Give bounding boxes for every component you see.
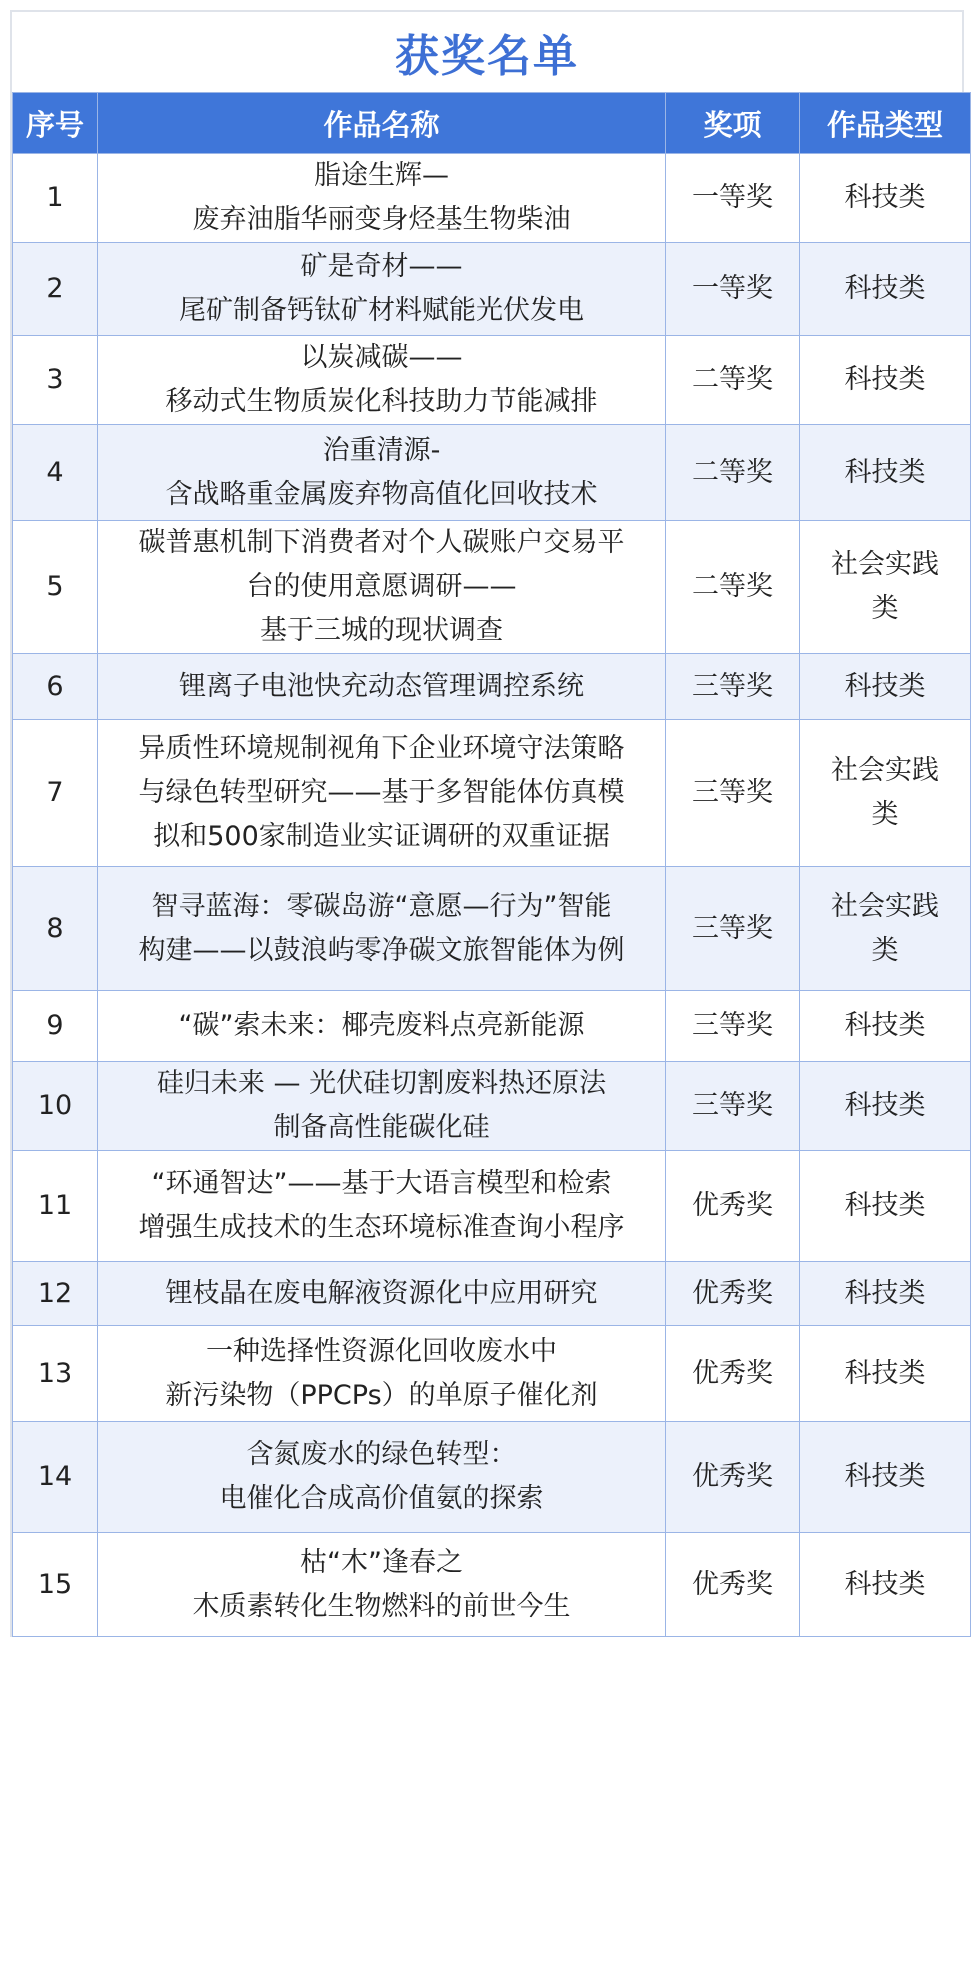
- work-name-line: 新污染物（PPCPs）的单原子催化剂: [165, 1379, 598, 1411]
- work-type-line: 科技类: [844, 456, 926, 488]
- work-name: [98, 654, 666, 720]
- work-name-line: 矿是奇材——: [300, 251, 463, 282]
- work-name-line: 废弃油脂华丽变身烃基生物柴油: [192, 204, 571, 235]
- work-name-line: 增强生成技术的生态环境标准查询小程序: [138, 1212, 625, 1243]
- work-name-line: 智寻蓝海：零碳岛游“意愿—行为”智能: [151, 890, 612, 922]
- work-name: [98, 720, 666, 867]
- work-name: [98, 1533, 666, 1637]
- work-name-line: 一种选择性资源化回收废水中: [206, 1335, 557, 1367]
- award-level: 三等奖: [666, 991, 800, 1062]
- award-list-frame: [10, 10, 964, 1637]
- work-name-line: 含战略重金属废弃物高值化回收技术: [165, 478, 598, 510]
- row-number: 6: [13, 654, 98, 720]
- award-level: 优秀奖: [666, 1262, 800, 1326]
- work-type: [800, 1062, 971, 1151]
- work-name-line: 制备高性能碳化硅: [273, 1112, 490, 1143]
- work-name-line: 异质性环境规制视角下企业环境守法策略: [138, 733, 625, 764]
- row-number: 10: [13, 1062, 98, 1151]
- work-type: [800, 1262, 971, 1326]
- work-name-line: 脂途生辉—: [314, 160, 449, 191]
- table-header-row: [13, 93, 971, 154]
- work-name: [98, 154, 666, 243]
- table-row: [13, 243, 971, 336]
- row-number: 3: [13, 336, 98, 425]
- work-name: [98, 991, 666, 1062]
- award-level: 优秀奖: [666, 1326, 800, 1422]
- table-row: [13, 1062, 971, 1151]
- table-row: [13, 991, 971, 1062]
- work-type: [800, 654, 971, 720]
- table-row: [13, 154, 971, 243]
- work-name-line: 锂离子电池快充动态管理调控系统: [179, 670, 584, 702]
- table-row: [13, 720, 971, 867]
- work-name-line: “碳”索未来：椰壳废料点亮新能源: [178, 1010, 585, 1041]
- award-level: 三等奖: [666, 720, 800, 867]
- page-title: 获奖名单: [395, 31, 579, 82]
- row-number: 14: [13, 1422, 98, 1533]
- work-type-line: 类: [871, 934, 899, 966]
- work-name-line: 拟和500家制造业实证调研的双重证据: [153, 821, 610, 852]
- table-row: [13, 654, 971, 720]
- work-name: [98, 1326, 666, 1422]
- header-name: 作品名称: [98, 93, 666, 154]
- work-type-line: 科技类: [844, 1568, 926, 1600]
- work-name-line: 枯“木”逢春之: [300, 1546, 463, 1578]
- work-type-line: 科技类: [844, 1357, 926, 1389]
- award-level: 二等奖: [666, 521, 800, 654]
- work-type-line: 类: [871, 799, 899, 830]
- work-name: [98, 1262, 666, 1326]
- row-number: 4: [13, 425, 98, 521]
- work-type-line: 科技类: [844, 182, 926, 213]
- award-level: 三等奖: [666, 654, 800, 720]
- work-type: [800, 720, 971, 867]
- row-number: 5: [13, 521, 98, 654]
- work-type: [800, 425, 971, 521]
- work-type: [800, 336, 971, 425]
- work-name: [98, 521, 666, 654]
- work-type: [800, 991, 971, 1062]
- work-name-line: 尾矿制备钙钛矿材料赋能光伏发电: [179, 295, 584, 326]
- work-name-line: “环通智达”——基于大语言模型和检索: [151, 1168, 612, 1199]
- work-type: [800, 1326, 971, 1422]
- work-type: [800, 243, 971, 336]
- work-name: [98, 243, 666, 336]
- table-row: [13, 336, 971, 425]
- table-row: [13, 1262, 971, 1326]
- work-name-line: 移动式生物质炭化科技助力节能减排: [165, 386, 598, 417]
- work-name: [98, 1062, 666, 1151]
- work-type-line: 科技类: [844, 1277, 926, 1309]
- table-row: [13, 521, 971, 654]
- work-type-line: 科技类: [844, 1010, 926, 1041]
- work-name-line: 与绿色转型研究——基于多智能体仿真模: [138, 777, 625, 808]
- table-row: [13, 1422, 971, 1533]
- table-row: [13, 867, 971, 991]
- award-level: 一等奖: [666, 154, 800, 243]
- award-level: 二等奖: [666, 425, 800, 521]
- work-type-line: 科技类: [844, 1090, 926, 1121]
- work-name-line: 电催化合成高价值氨的探索: [219, 1483, 544, 1514]
- table-row: [13, 1151, 971, 1262]
- table-row: [13, 1533, 971, 1637]
- award-level: 优秀奖: [666, 1533, 800, 1637]
- work-type-line: 社会实践: [831, 890, 939, 922]
- award-level: 优秀奖: [666, 1151, 800, 1262]
- work-name-line: 硅归未来 — 光伏硅切割废料热还原法: [156, 1068, 607, 1099]
- award-table: [12, 92, 971, 1637]
- work-name: [98, 867, 666, 991]
- work-type-line: 科技类: [844, 670, 926, 702]
- row-number: 12: [13, 1262, 98, 1326]
- row-number: 9: [13, 991, 98, 1062]
- row-number: 1: [13, 154, 98, 243]
- row-number: 2: [13, 243, 98, 336]
- work-name: [98, 1422, 666, 1533]
- work-type: [800, 1422, 971, 1533]
- work-name-line: 构建——以鼓浪屿零净碳文旅智能体为例: [138, 934, 625, 966]
- row-number: 15: [13, 1533, 98, 1637]
- row-number: 8: [13, 867, 98, 991]
- award-level: 三等奖: [666, 1062, 800, 1151]
- work-type: [800, 154, 971, 243]
- work-name-line: 基于三城的现状调查: [260, 615, 503, 646]
- work-name-line: 含氮废水的绿色转型：: [246, 1439, 517, 1470]
- award-level: 优秀奖: [666, 1422, 800, 1533]
- work-name-line: 木质素转化生物燃料的前世今生: [192, 1590, 571, 1622]
- award-level: 一等奖: [666, 243, 800, 336]
- header-award: 奖项: [666, 93, 800, 154]
- row-number: 13: [13, 1326, 98, 1422]
- table-row: [13, 425, 971, 521]
- work-type-line: 科技类: [844, 364, 926, 395]
- work-type-line: 社会实践: [831, 755, 939, 786]
- work-name-line: 锂枝晶在废电解液资源化中应用研究: [165, 1277, 598, 1309]
- work-name: [98, 336, 666, 425]
- row-number: 11: [13, 1151, 98, 1262]
- award-level: 三等奖: [666, 867, 800, 991]
- work-name-line: 以炭减碳——: [300, 342, 463, 373]
- work-type-line: 科技类: [844, 273, 926, 304]
- work-type-line: 类: [871, 593, 899, 624]
- work-type: [800, 521, 971, 654]
- work-name: [98, 1151, 666, 1262]
- row-number: 7: [13, 720, 98, 867]
- work-type-line: 科技类: [844, 1461, 926, 1492]
- work-type: [800, 1151, 971, 1262]
- header-type: 作品类型: [800, 93, 971, 154]
- table-body: [13, 154, 971, 1637]
- header-no: 序号: [13, 93, 98, 154]
- work-name-line: 台的使用意愿调研——: [246, 571, 517, 602]
- work-type: [800, 1533, 971, 1637]
- award-level: 二等奖: [666, 336, 800, 425]
- work-type: [800, 867, 971, 991]
- work-name: [98, 425, 666, 521]
- work-name-line: 治重清源-: [322, 434, 441, 466]
- table-row: [13, 1326, 971, 1422]
- work-type-line: 社会实践: [831, 549, 939, 580]
- work-type-line: 科技类: [844, 1190, 926, 1221]
- work-name-line: 碳普惠机制下消费者对个人碳账户交易平: [138, 527, 625, 558]
